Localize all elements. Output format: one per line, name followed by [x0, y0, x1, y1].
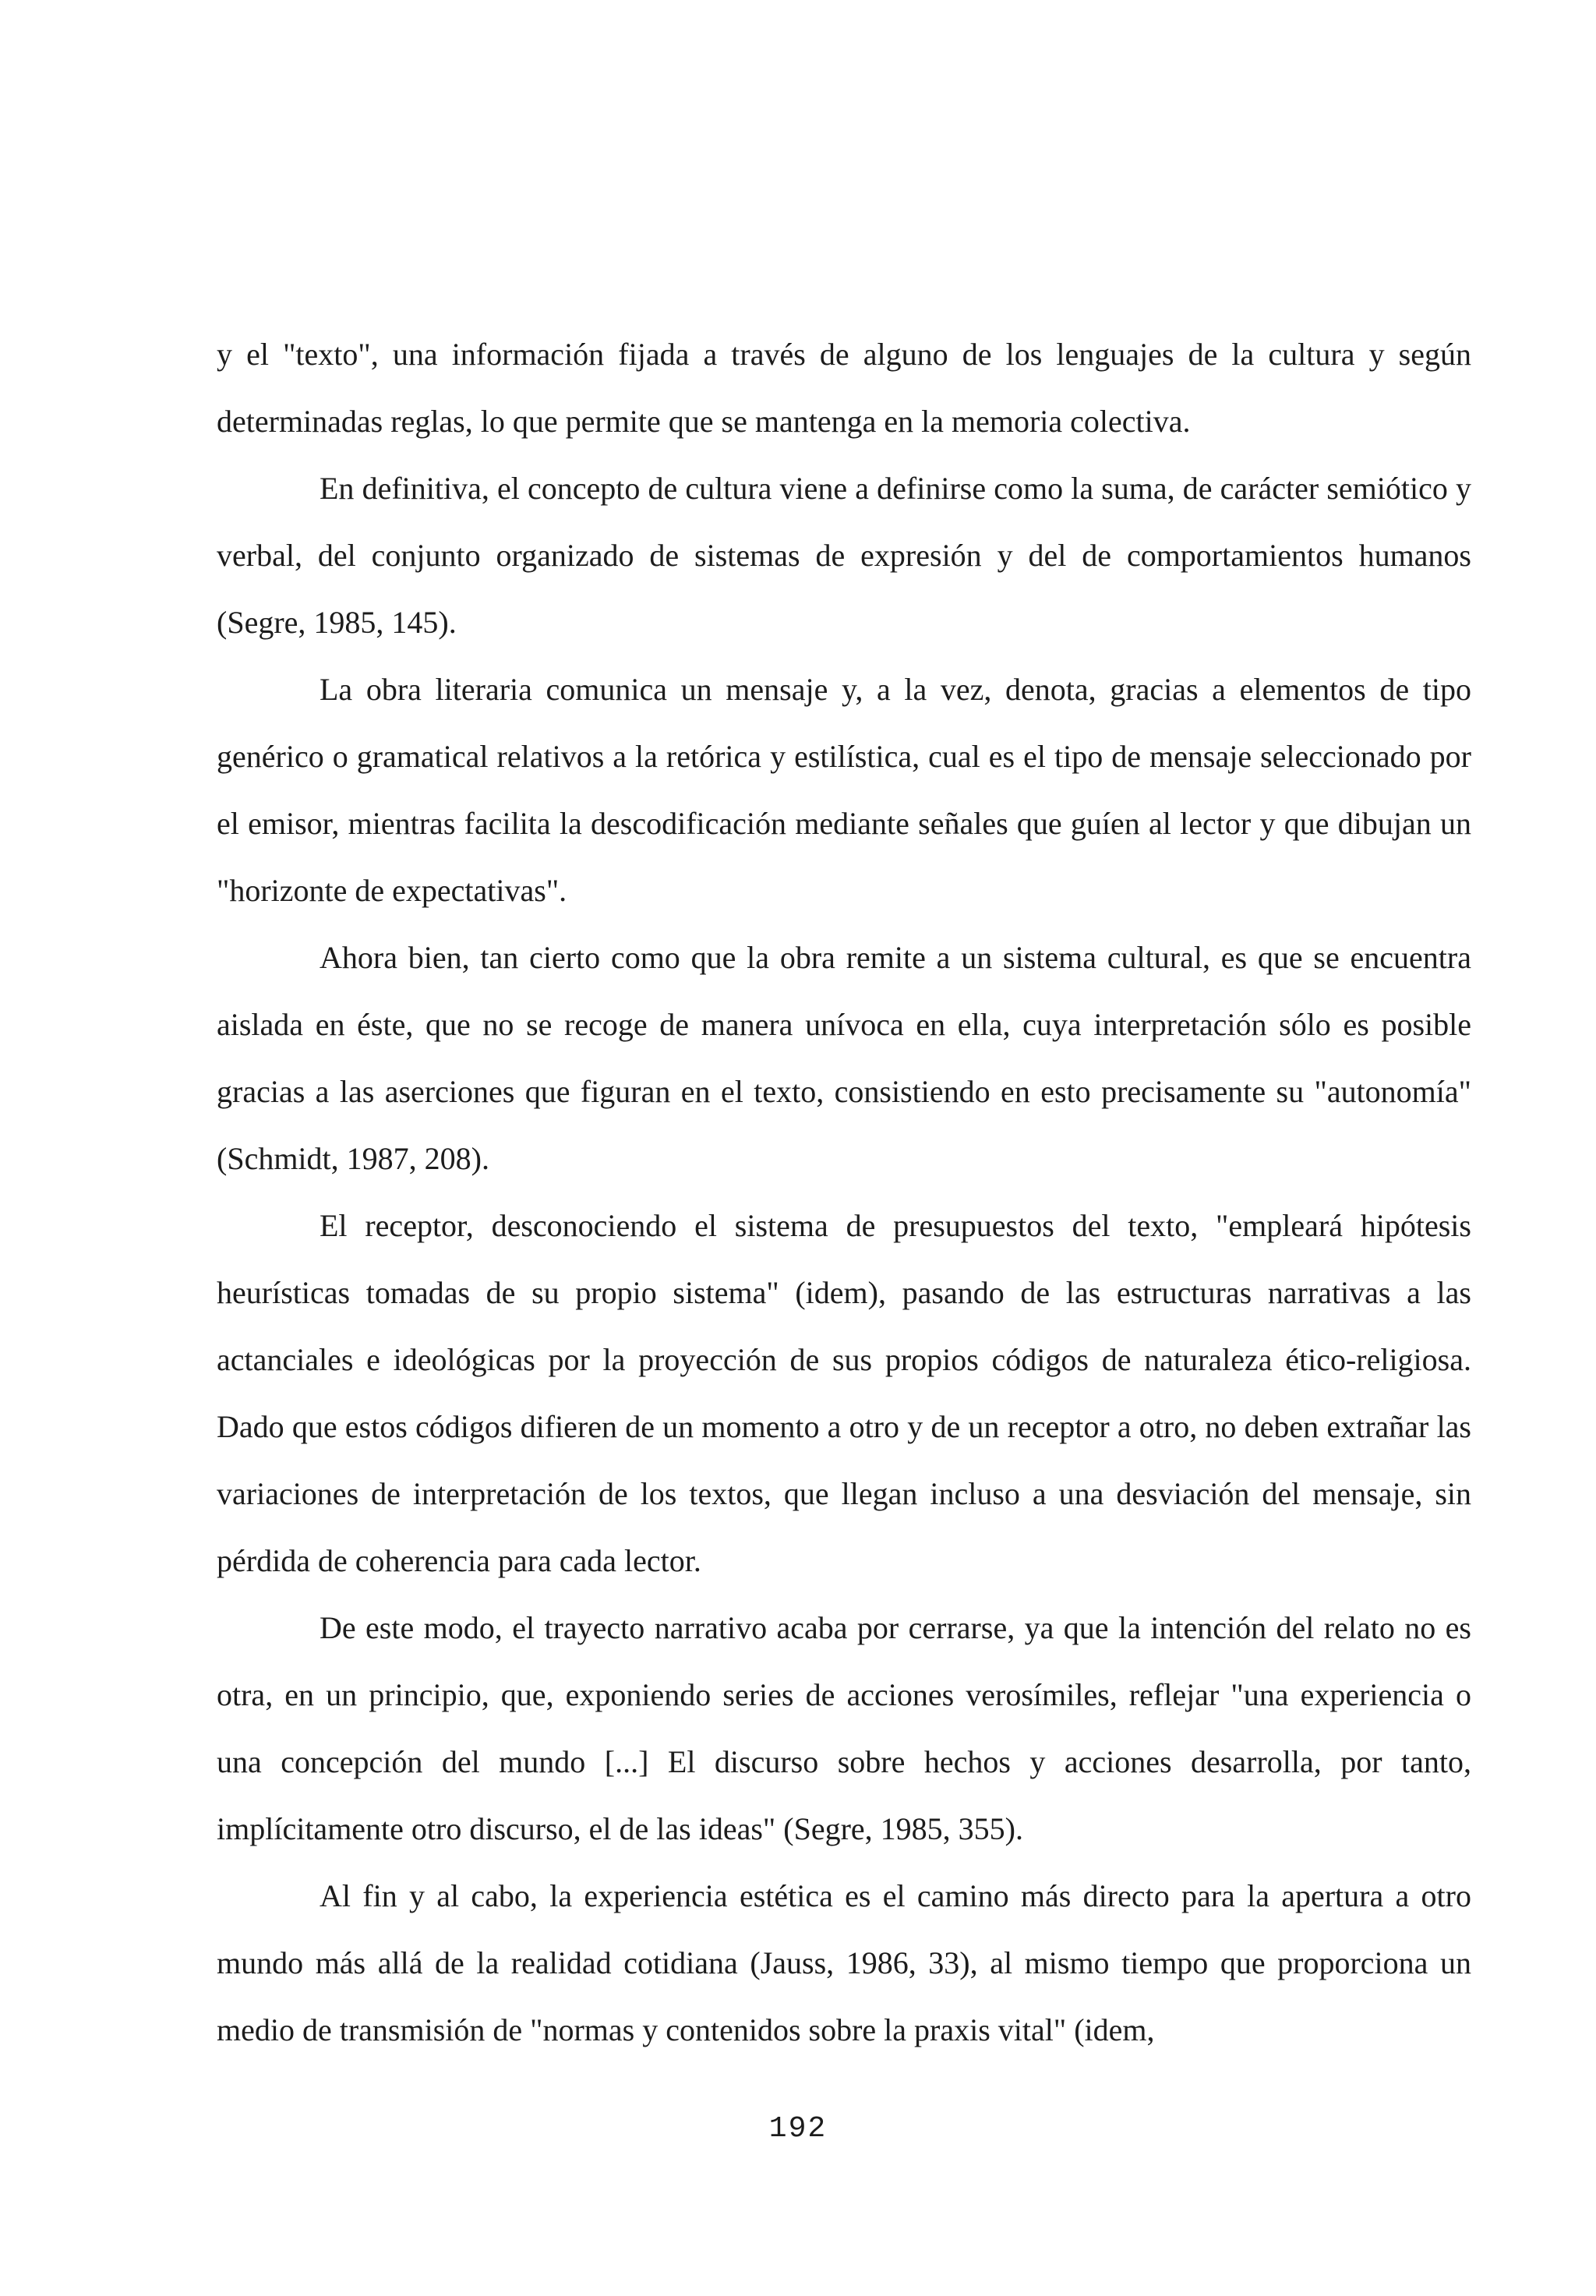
paragraph-2: En definitiva, el concepto de cultura viene a definirse como la suma, de carácter semiótico y verbal, del conjunto organizado de sistemas de expresión y del de comportamientos humanos (Segre, 1985, 145). — [217, 471, 1471, 640]
body-text — [217, 321, 1471, 2064]
paragraph-1-continuation: y el "texto", una información fijada a través de alguno de los lenguajes de la cultura y según determinadas reglas, lo que permite que se mantenga en la memoria colectiva. — [217, 337, 1471, 439]
paragraph-4: Ahora bien, tan cierto como que la obra remite a un sistema cultural, es que se encuentra aislada en éste, que no se recoge de manera unívoca en ella, cuya interpretación sólo es posible gracias a las aserciones que figuran en el texto, consistiendo en esto precisamente su "autonomía" (Schmidt, 1987, 208). — [217, 940, 1471, 1176]
paragraph-3: La obra literaria comunica un mensaje y, a la vez, denota, gracias a elementos de tipo genérico o gramatical relativos a la retórica y estilística, cual es el tipo de mensaje seleccionado por el emisor, mientras facilita la descodificación mediante señales que guíen al lector y que dibujan un "horizonte de expectativas". — [217, 672, 1471, 908]
paragraph-6: De este modo, el trayecto narrativo acaba por cerrarse, ya que la intención del relato no es otra, en un principio, que, exponiendo series de acciones verosímiles, reflejar "una experiencia o una concepción del mundo [...] El discurso sobre hechos y acciones desarrolla, por tanto, implícitamente otro discurso, el de las ideas" (Segre, 1985, 355). — [217, 1610, 1471, 1846]
paragraph-5: El receptor, desconociendo el sistema de presupuestos del texto, "empleará hipótesis heurísticas tomadas de su propio sistema" (idem), pasando de las estructuras narrativas a las actanciales e ideológicas por la proyección de sus propios códigos de naturaleza ético-religiosa. Dado que estos códigos difieren de un momento a otro y de un receptor a otro, no deben extrañar las variaciones de interpretación de los textos, que llegan incluso a una desviación del mensaje, sin pérdida de coherencia para cada lector. — [217, 1208, 1471, 1578]
paragraph-7: Al fin y al cabo, la experiencia estética es el camino más directo para la apertura a otro mundo más allá de la realidad cotidiana (Jauss, 1986, 33), al mismo tiempo que proporciona un medio de transmisión de "normas y contenidos sobre la praxis vital" (idem, — [217, 1878, 1471, 2047]
page-number: 192 — [768, 2112, 828, 2146]
